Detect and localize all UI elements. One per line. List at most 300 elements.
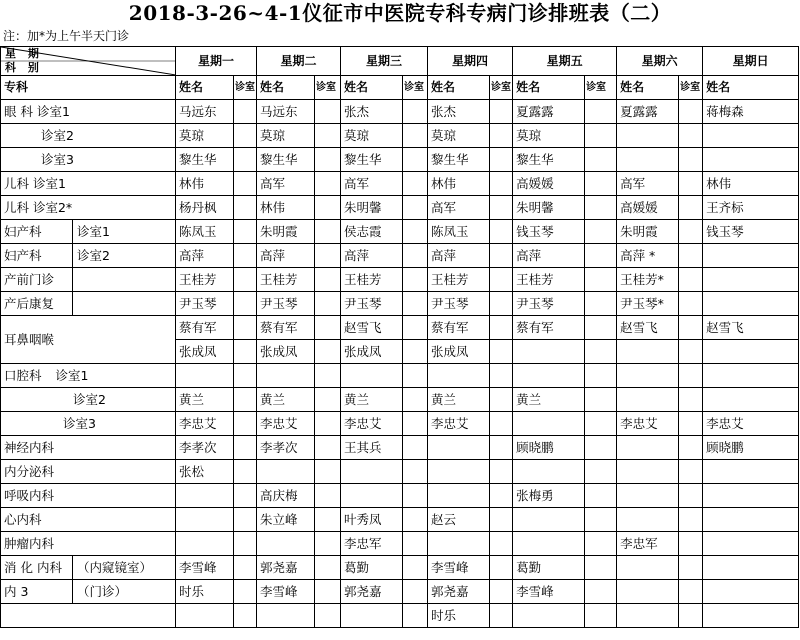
- room-cell: [679, 556, 703, 580]
- doctor-name: 赵雪飞: [617, 316, 679, 340]
- doctor-name: 顾晓鹏: [703, 436, 799, 460]
- room-cell: [585, 196, 617, 220]
- doctor-name: [176, 508, 234, 532]
- doctor-name: [341, 364, 403, 388]
- doctor-name: 莫琼: [513, 124, 585, 148]
- room-cell: [585, 172, 617, 196]
- room-cell: [403, 268, 428, 292]
- doctor-name: 李忠艾: [341, 412, 403, 436]
- room-cell: [585, 604, 617, 628]
- room-cell: [315, 196, 341, 220]
- doctor-name: 王其兵: [341, 436, 403, 460]
- room-cell: [315, 340, 341, 364]
- doctor-name: [617, 436, 679, 460]
- doctor-name: 王桂芳*: [617, 268, 679, 292]
- doctor-name: 蔡有军: [257, 316, 315, 340]
- room-cell: [315, 532, 341, 556]
- doctor-name: 李雪峰: [428, 556, 490, 580]
- table-row: [1, 460, 799, 484]
- doctor-name: 高萍: [257, 244, 315, 268]
- room-cell: [490, 220, 513, 244]
- room-cell: [679, 292, 703, 316]
- room-cell: [490, 316, 513, 340]
- room-cell: [490, 244, 513, 268]
- room-cell: [679, 436, 703, 460]
- doctor-name: 葛勤: [341, 556, 403, 580]
- room-cell: [234, 292, 257, 316]
- doctor-name: 张成凤: [176, 340, 234, 364]
- doctor-name: 朱明馨: [341, 196, 403, 220]
- room-label: （门诊）: [73, 580, 176, 604]
- doctor-name: 王桂芳: [513, 268, 585, 292]
- doctor-name: 张杰: [341, 100, 403, 124]
- doctor-name: [176, 484, 234, 508]
- doctor-name: 张成凤: [428, 340, 490, 364]
- room-cell: [679, 244, 703, 268]
- room-cell: [585, 460, 617, 484]
- room-cell: [679, 268, 703, 292]
- room-cell: [490, 604, 513, 628]
- room-cell: [585, 532, 617, 556]
- doctor-name: 李雪峰: [513, 580, 585, 604]
- doctor-name: [703, 556, 799, 580]
- doctor-name: [617, 124, 679, 148]
- doctor-name: 王桂芳: [428, 268, 490, 292]
- doctor-name: 高萍: [428, 244, 490, 268]
- room-cell: [403, 604, 428, 628]
- doctor-name: 朱明霞: [617, 220, 679, 244]
- doctor-name: 夏露露: [617, 100, 679, 124]
- doctor-name: 林伟: [428, 172, 490, 196]
- doctor-name: 葛勤: [513, 556, 585, 580]
- doctor-name: [341, 460, 403, 484]
- doctor-name: 黎生华: [513, 148, 585, 172]
- doctor-name: [513, 604, 585, 628]
- room-label: 诊室1: [73, 220, 176, 244]
- dept-label: 眼 科 诊室1: [1, 100, 176, 124]
- doctor-name: [428, 460, 490, 484]
- doctor-name: 蔡有军: [428, 316, 490, 340]
- doctor-name: 尹玉琴: [257, 292, 315, 316]
- room-label: （内窥镜室）: [73, 556, 176, 580]
- doctor-name: [617, 508, 679, 532]
- doctor-name: [703, 460, 799, 484]
- room-cell: [585, 244, 617, 268]
- room-cell: [315, 580, 341, 604]
- room-cell: [490, 340, 513, 364]
- doctor-name: 高萍: [341, 244, 403, 268]
- doctor-name: [703, 148, 799, 172]
- room-label: [73, 292, 176, 316]
- table-row: [1, 364, 799, 388]
- doctor-name: 高军: [257, 172, 315, 196]
- doctor-name: [703, 508, 799, 532]
- dept-label: 诊室3: [1, 148, 176, 172]
- room-cell: [490, 580, 513, 604]
- doctor-name: 李忠军: [617, 532, 679, 556]
- room-cell: [403, 580, 428, 604]
- table-row: [1, 580, 799, 604]
- header-row-sub: [1, 76, 799, 100]
- room-cell: [403, 412, 428, 436]
- name-header: 姓名: [176, 76, 234, 100]
- doctor-name: 莫琼: [176, 124, 234, 148]
- room-cell: [234, 124, 257, 148]
- dept-label: 神经内科: [1, 436, 176, 460]
- name-header: 姓名: [341, 76, 403, 100]
- room-cell: [403, 172, 428, 196]
- doctor-name: 尹玉琴: [176, 292, 234, 316]
- room-cell: [679, 580, 703, 604]
- room-label: [73, 268, 176, 292]
- table-row: [1, 268, 799, 292]
- room-header: 诊室: [403, 76, 428, 100]
- doctor-name: [257, 604, 315, 628]
- room-cell: [234, 508, 257, 532]
- doctor-name: 时乐: [176, 580, 234, 604]
- doctor-name: 尹玉琴: [513, 292, 585, 316]
- doctor-name: 张成凤: [341, 340, 403, 364]
- doctor-name: [703, 532, 799, 556]
- doctor-name: [617, 148, 679, 172]
- doctor-name: 黄兰: [176, 388, 234, 412]
- room-cell: [585, 100, 617, 124]
- room-cell: [234, 412, 257, 436]
- room-cell: [315, 124, 341, 148]
- room-cell: [585, 220, 617, 244]
- room-name: 诊室1: [55, 368, 89, 383]
- doctor-name: [257, 460, 315, 484]
- doctor-name: 尹玉琴*: [617, 292, 679, 316]
- room-cell: [315, 436, 341, 460]
- doctor-name: 陈凤玉: [428, 220, 490, 244]
- room-cell: [585, 580, 617, 604]
- doctor-name: 王齐标: [703, 196, 799, 220]
- table-row: [1, 292, 799, 316]
- doctor-name: [703, 292, 799, 316]
- doctor-name: 高军: [341, 172, 403, 196]
- doctor-name: 陈凤玉: [176, 220, 234, 244]
- doctor-name: [513, 412, 585, 436]
- room-cell: [234, 460, 257, 484]
- name-header: 姓名: [257, 76, 315, 100]
- room-cell: [234, 580, 257, 604]
- dept-label: 内分泌科: [1, 460, 176, 484]
- doctor-name: 李孝次: [257, 436, 315, 460]
- room-cell: [315, 244, 341, 268]
- room-cell: [490, 436, 513, 460]
- doctor-name: 张成凤: [257, 340, 315, 364]
- room-header: 诊室: [490, 76, 513, 100]
- doctor-name: [176, 364, 234, 388]
- diag-label-day: 星 期: [5, 47, 43, 60]
- room-header: 诊室: [679, 76, 703, 100]
- room-cell: [490, 172, 513, 196]
- dept-label: 呼吸内科: [1, 484, 176, 508]
- room-cell: [403, 292, 428, 316]
- doctor-name: 莫琼: [341, 124, 403, 148]
- doctor-name: [176, 604, 234, 628]
- diagonal-header-cell: [1, 47, 176, 76]
- doctor-name: 莫琼: [428, 124, 490, 148]
- doctor-name: [617, 388, 679, 412]
- dept-label: 妇产科: [1, 220, 73, 244]
- room-cell: [403, 196, 428, 220]
- specialty-header: 专科: [1, 76, 176, 100]
- room-cell: [234, 196, 257, 220]
- doctor-name: [513, 340, 585, 364]
- doctor-name: 夏露露: [513, 100, 585, 124]
- table-row: [1, 388, 799, 412]
- doctor-name: 李忠军: [341, 532, 403, 556]
- room-cell: [315, 412, 341, 436]
- table-row: [1, 412, 799, 436]
- day-header-sun: 星期日: [703, 47, 799, 76]
- room-cell: [490, 532, 513, 556]
- room-cell: [315, 508, 341, 532]
- doctor-name: 林伟: [703, 172, 799, 196]
- room-cell: [234, 364, 257, 388]
- name-header: 姓名: [703, 76, 799, 100]
- room-cell: [403, 484, 428, 508]
- room-cell: [679, 460, 703, 484]
- day-header-thu: 星期四: [428, 47, 513, 76]
- room-cell: [315, 388, 341, 412]
- room-cell: [679, 316, 703, 340]
- room-cell: [315, 460, 341, 484]
- room-cell: [315, 364, 341, 388]
- doctor-name: 张梅勇: [513, 484, 585, 508]
- doctor-name: 蒋梅森: [703, 100, 799, 124]
- room-cell: [403, 436, 428, 460]
- name-header: 姓名: [513, 76, 585, 100]
- doctor-name: 马远东: [257, 100, 315, 124]
- doctor-name: 林伟: [176, 172, 234, 196]
- doctor-name: 黄兰: [341, 388, 403, 412]
- room-cell: [585, 508, 617, 532]
- day-header-tue: 星期二: [257, 47, 341, 76]
- room-cell: [234, 484, 257, 508]
- dept-label: 诊室3: [1, 412, 176, 436]
- doctor-name: [617, 556, 679, 580]
- name-header: 姓名: [428, 76, 490, 100]
- room-cell: [679, 124, 703, 148]
- day-header-wed: 星期三: [341, 47, 428, 76]
- doctor-name: 张松: [176, 460, 234, 484]
- room-cell: [585, 436, 617, 460]
- doctor-name: 叶秀凤: [341, 508, 403, 532]
- dept-name: 口腔科: [4, 368, 42, 383]
- table-row: [1, 172, 799, 196]
- doctor-name: 郭尧嘉: [341, 580, 403, 604]
- room-cell: [679, 604, 703, 628]
- doctor-name: 高媛媛: [513, 172, 585, 196]
- room-cell: [585, 148, 617, 172]
- table-row: [1, 316, 799, 340]
- doctor-name: [617, 604, 679, 628]
- diag-label-dept: 科 别: [5, 61, 43, 74]
- room-cell: [403, 148, 428, 172]
- room-cell: [490, 412, 513, 436]
- room-cell: [234, 556, 257, 580]
- doctor-name: 黎生华: [176, 148, 234, 172]
- doctor-name: 尹玉琴: [428, 292, 490, 316]
- doctor-name: [513, 364, 585, 388]
- doctor-name: [703, 484, 799, 508]
- room-cell: [315, 316, 341, 340]
- dept-label: 诊室2: [1, 124, 176, 148]
- doctor-name: [341, 484, 403, 508]
- room-cell: [679, 508, 703, 532]
- doctor-name: 侯志霞: [341, 220, 403, 244]
- table-row: [1, 556, 799, 580]
- dept-label: 儿科 诊室2*: [1, 196, 176, 220]
- room-cell: [234, 436, 257, 460]
- dept-label: 诊室2: [1, 388, 176, 412]
- room-cell: [234, 148, 257, 172]
- room-cell: [234, 244, 257, 268]
- doctor-name: [703, 244, 799, 268]
- doctor-name: 郭尧嘉: [428, 580, 490, 604]
- doctor-name: [176, 532, 234, 556]
- doctor-name: 赵雪飞: [341, 316, 403, 340]
- doctor-name: 马远东: [176, 100, 234, 124]
- room-header: 诊室: [585, 76, 617, 100]
- table-row: [1, 484, 799, 508]
- doctor-name: 高萍: [513, 244, 585, 268]
- dept-label: 产后康复: [1, 292, 73, 316]
- table-row: [1, 148, 799, 172]
- room-cell: [315, 220, 341, 244]
- doctor-name: [703, 364, 799, 388]
- room-cell: [315, 604, 341, 628]
- doctor-name: 黄兰: [513, 388, 585, 412]
- room-cell: [403, 460, 428, 484]
- dept-label: 消 化 内科: [1, 556, 73, 580]
- doctor-name: [428, 484, 490, 508]
- doctor-name: [703, 124, 799, 148]
- doctor-name: 蔡有军: [176, 316, 234, 340]
- room-cell: [315, 172, 341, 196]
- room-cell: [234, 100, 257, 124]
- doctor-name: [617, 580, 679, 604]
- dept-label: 耳鼻咽喉: [1, 316, 176, 364]
- room-cell: [679, 364, 703, 388]
- doctor-name: 朱明霞: [257, 220, 315, 244]
- room-cell: [679, 148, 703, 172]
- room-cell: [403, 532, 428, 556]
- room-cell: [585, 364, 617, 388]
- doctor-name: 王桂芳: [257, 268, 315, 292]
- table-row: [1, 532, 799, 556]
- doctor-name: [703, 580, 799, 604]
- doctor-name: 李忠艾: [703, 412, 799, 436]
- dept-label: [1, 364, 176, 388]
- dept-label: 内 3: [1, 580, 73, 604]
- doctor-name: 钱玉琴: [513, 220, 585, 244]
- doctor-name: 郭尧嘉: [257, 556, 315, 580]
- room-cell: [315, 292, 341, 316]
- room-cell: [403, 388, 428, 412]
- room-cell: [234, 604, 257, 628]
- room-cell: [403, 508, 428, 532]
- doctor-name: 莫琼: [257, 124, 315, 148]
- doctor-name: 赵雪飞: [703, 316, 799, 340]
- room-cell: [490, 268, 513, 292]
- table-row: [1, 604, 799, 628]
- room-cell: [403, 556, 428, 580]
- doctor-name: 黎生华: [428, 148, 490, 172]
- dept-label: 产前门诊: [1, 268, 73, 292]
- doctor-name: 尹玉琴: [341, 292, 403, 316]
- table-row: [1, 124, 799, 148]
- room-cell: [234, 220, 257, 244]
- dept-label: 儿科 诊室1: [1, 172, 176, 196]
- room-cell: [679, 412, 703, 436]
- table-row: [1, 508, 799, 532]
- room-cell: [490, 100, 513, 124]
- doctor-name: 高军: [428, 196, 490, 220]
- dept-label: 肿瘤内科: [1, 532, 176, 556]
- doctor-name: 朱立峰: [257, 508, 315, 532]
- room-header: 诊室: [234, 76, 257, 100]
- doctor-name: 李雪峰: [176, 556, 234, 580]
- doctor-name: [703, 340, 799, 364]
- doctor-name: [617, 364, 679, 388]
- table-row: [1, 220, 799, 244]
- room-cell: [490, 148, 513, 172]
- doctor-name: 黄兰: [257, 388, 315, 412]
- room-cell: [585, 388, 617, 412]
- room-cell: [679, 532, 703, 556]
- doctor-name: 黎生华: [341, 148, 403, 172]
- table-row: [1, 196, 799, 220]
- doctor-name: 王桂芳: [176, 268, 234, 292]
- dept-label: [1, 604, 176, 628]
- dept-label: 妇产科: [1, 244, 73, 268]
- room-cell: [315, 100, 341, 124]
- room-cell: [234, 388, 257, 412]
- room-cell: [585, 484, 617, 508]
- dept-label: 心内科: [1, 508, 176, 532]
- doctor-name: 李忠艾: [617, 412, 679, 436]
- room-cell: [679, 484, 703, 508]
- schedule-table: [0, 46, 799, 628]
- doctor-name: 赵云: [428, 508, 490, 532]
- room-header: 诊室: [315, 76, 341, 100]
- room-cell: [403, 244, 428, 268]
- doctor-name: 李忠艾: [176, 412, 234, 436]
- doctor-name: [703, 268, 799, 292]
- doctor-name: [257, 532, 315, 556]
- doctor-name: [513, 532, 585, 556]
- room-cell: [403, 220, 428, 244]
- room-cell: [490, 460, 513, 484]
- doctor-name: 张杰: [428, 100, 490, 124]
- room-cell: [585, 340, 617, 364]
- room-cell: [315, 268, 341, 292]
- doctor-name: [257, 364, 315, 388]
- room-cell: [585, 316, 617, 340]
- room-cell: [315, 484, 341, 508]
- room-cell: [234, 268, 257, 292]
- table-row: [1, 100, 799, 124]
- room-cell: [490, 124, 513, 148]
- doctor-name: [428, 364, 490, 388]
- room-cell: [403, 364, 428, 388]
- doctor-name: 高萍 *: [617, 244, 679, 268]
- table-row: [1, 436, 799, 460]
